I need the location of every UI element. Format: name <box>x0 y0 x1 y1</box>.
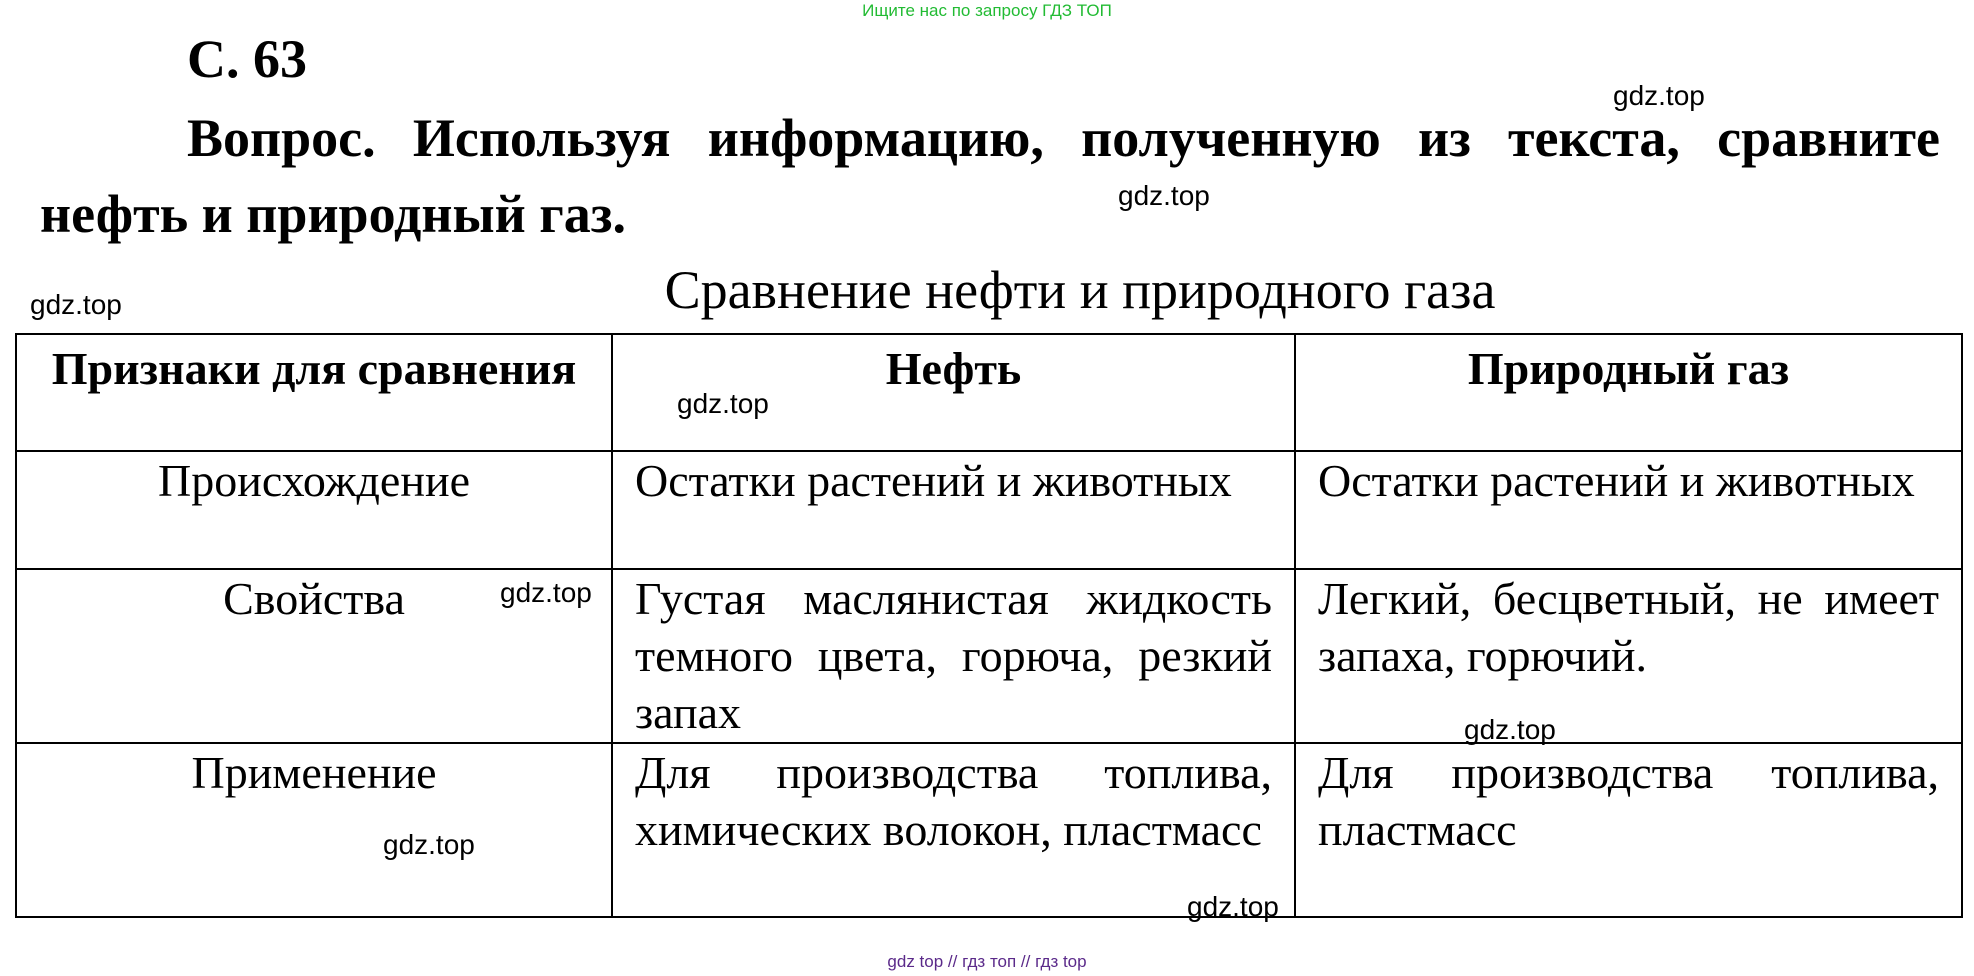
table-cell-feature: Свойства <box>16 569 612 743</box>
header-cell-features: Признаки для сравнения <box>16 334 612 451</box>
table-cell-oil: Для производства топлива, химических волокон, пластмасс <box>612 743 1295 917</box>
header-cell-gas: Природный газ <box>1295 334 1962 451</box>
table-row <box>16 569 1962 743</box>
comparison-table <box>15 333 1963 918</box>
table-cell-oil: Остатки растений и животных <box>612 451 1295 569</box>
table-header-row <box>16 334 1962 451</box>
top-banner: Ищите нас по запросу ГДЗ ТОП <box>862 1 1112 20</box>
table-cell-gas: Остатки растений и животных <box>1295 451 1962 569</box>
watermark: gdz.top <box>30 289 122 320</box>
table-cell-feature: Применение <box>16 743 612 917</box>
question-text <box>40 100 1940 252</box>
table-cell-oil: Густая маслянистая жидкость темного цвета, горюча, резкий запах <box>612 569 1295 743</box>
watermark: gdz.top <box>383 829 475 860</box>
table-cell-gas: Легкий, бесцветный, не имеет запаха, горючий. <box>1295 569 1962 743</box>
question-body: Вопрос. Используя информацию, полученную из текста, сравните нефть и природный газ. <box>40 108 1940 244</box>
watermark: gdz.top <box>1464 714 1556 745</box>
watermark: gdz.top <box>500 577 592 608</box>
page-number: С. 63 <box>187 29 307 89</box>
header-cell-oil: Нефть <box>612 334 1295 451</box>
watermark: gdz.top <box>1118 180 1210 211</box>
watermark: gdz.top <box>677 388 769 419</box>
table-cell-gas: Для производства топлива, пластмасс <box>1295 743 1962 917</box>
table-row <box>16 451 1962 569</box>
table-cell-feature: Происхождение <box>16 451 612 569</box>
watermark: gdz.top <box>1613 80 1705 111</box>
footer-links: gdz top // гдз топ // гдз top <box>887 952 1087 971</box>
table-row <box>16 743 1962 917</box>
table-caption: Сравнение нефти и природного газа <box>664 260 1496 320</box>
watermark: gdz.top <box>1187 891 1279 922</box>
